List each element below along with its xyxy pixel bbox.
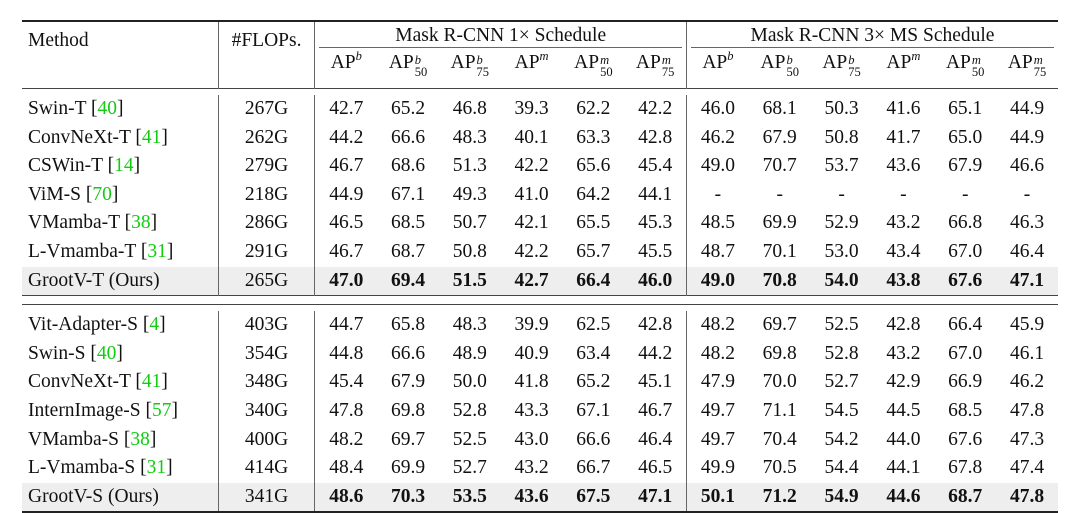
- value-cell: 43.6: [886, 155, 921, 177]
- value-cell: 44.8: [329, 342, 364, 364]
- value-cell: 47.3: [1009, 428, 1045, 450]
- method-cell: Swin-T [40]: [22, 95, 218, 124]
- value-cell: 54.5: [824, 399, 859, 421]
- value-cell: 43.6: [501, 483, 563, 513]
- value-cell: 43.4: [886, 240, 921, 262]
- value-cell: 42.2: [514, 155, 549, 177]
- value-cell: 47.8: [329, 399, 364, 421]
- value-cell: 44.2: [329, 126, 364, 148]
- value-cell: 46.0: [687, 95, 749, 124]
- method-cell: ViM-S [70]: [22, 181, 218, 210]
- value-cell: 40.1: [514, 126, 549, 148]
- table-row: [22, 181, 1058, 210]
- flops-cell: 348G: [218, 368, 315, 397]
- value-cell: 41.8: [514, 371, 549, 393]
- value-cell: 51.5: [439, 267, 501, 296]
- value-cell: 70.5: [762, 457, 797, 479]
- value-cell: 52.7: [452, 457, 487, 479]
- method-cell: L-Vmamba-S [31]: [22, 454, 218, 483]
- value-cell: 45.3: [638, 212, 673, 234]
- value-cell: 67.6: [934, 267, 996, 296]
- value-cell: 46.2: [687, 124, 749, 153]
- value-cell: 70.1: [762, 240, 797, 262]
- table-row: [22, 426, 1058, 455]
- citation-link[interactable]: 14: [114, 155, 134, 177]
- value-cell: 66.6: [576, 428, 611, 450]
- value-cell: 70.8: [749, 267, 811, 296]
- value-cell: 46.5: [329, 212, 364, 234]
- value-cell: -: [900, 183, 907, 205]
- value-cell: 69.8: [762, 342, 797, 364]
- flops-cell: 218G: [218, 181, 315, 210]
- value-cell: 68.7: [934, 483, 996, 513]
- value-cell: 41.6: [886, 98, 921, 119]
- table-row: [22, 267, 1058, 296]
- value-cell: 65.1: [948, 98, 983, 119]
- value-cell: 44.0: [886, 428, 921, 450]
- header-method: Method: [22, 21, 218, 89]
- metric-header: AP m 75: [635, 52, 675, 79]
- value-cell: 42.7: [329, 98, 364, 119]
- citation-link[interactable]: 41: [141, 371, 162, 393]
- value-cell: 43.2: [886, 342, 921, 364]
- value-cell: 52.7: [824, 371, 859, 393]
- value-cell: 62.5: [576, 314, 611, 336]
- table-row: [22, 454, 1058, 483]
- metric-header: AP b 50: [388, 52, 428, 79]
- value-cell: 49.3: [452, 183, 487, 205]
- value-cell: 66.4: [948, 314, 983, 336]
- value-cell: 68.5: [948, 399, 983, 421]
- metric-header: AP b 75: [450, 52, 490, 79]
- method-cell: GrootV-T (Ours): [22, 267, 218, 296]
- value-cell: 46.6: [1009, 155, 1045, 177]
- value-cell: 51.3: [452, 155, 487, 177]
- value-cell: 52.8: [452, 399, 487, 421]
- value-cell: 43.8: [872, 267, 934, 296]
- citation-link[interactable]: 31: [147, 240, 167, 262]
- method-cell: VMamba-S [38]: [22, 426, 218, 455]
- value-cell: 64.2: [576, 183, 611, 205]
- value-cell: 65.8: [390, 314, 426, 336]
- value-cell: 44.9: [1009, 98, 1045, 119]
- table-body: [22, 89, 1058, 513]
- flops-cell: 279G: [218, 152, 315, 181]
- value-cell: 45.1: [638, 371, 673, 393]
- value-cell: 47.9: [687, 368, 749, 397]
- value-cell: 49.7: [687, 426, 749, 455]
- method-cell: GrootV-S (Ours): [22, 483, 218, 513]
- value-cell: 65.2: [390, 98, 426, 119]
- value-cell: 45.5: [638, 240, 673, 262]
- metric-header: AP m 75: [1007, 52, 1047, 79]
- metric-header: $AP^m$: [514, 49, 549, 73]
- value-cell: 70.4: [762, 428, 797, 450]
- value-cell: 66.6: [390, 342, 426, 364]
- value-cell: 65.5: [576, 212, 611, 234]
- metric-header: $AP^m$: [886, 49, 921, 73]
- value-cell: 69.9: [390, 457, 426, 479]
- value-cell: 68.1: [762, 98, 797, 119]
- value-cell: 66.4: [562, 267, 624, 296]
- citation-link[interactable]: 57: [152, 399, 172, 421]
- value-cell: 68.5: [390, 212, 426, 234]
- citation-link[interactable]: 41: [141, 126, 162, 148]
- value-cell: -: [1023, 183, 1031, 205]
- value-cell: 42.8: [638, 126, 673, 148]
- results-table-container: [22, 20, 1058, 513]
- value-cell: 41.7: [886, 126, 921, 148]
- value-cell: 44.2: [638, 342, 673, 364]
- value-cell: 50.8: [452, 240, 487, 262]
- header-group-3x-label: Mask R-CNN 3× MS Schedule: [691, 25, 1054, 48]
- table-row: [22, 124, 1058, 153]
- value-cell: 46.4: [1009, 240, 1045, 262]
- flops-cell: 341G: [218, 483, 315, 513]
- table-row: [22, 311, 1058, 340]
- value-cell: 54.9: [811, 483, 873, 513]
- method-cell: Vit-Adapter-S [4]: [22, 311, 218, 340]
- value-cell: 67.5: [562, 483, 624, 513]
- value-cell: 43.0: [514, 428, 549, 450]
- citation-link[interactable]: 40: [97, 98, 118, 119]
- header-flops: #FLOPs.: [218, 21, 315, 89]
- value-cell: 66.8: [948, 212, 983, 234]
- value-cell: 48.3: [452, 126, 487, 148]
- value-cell: 44.6: [872, 483, 934, 513]
- value-cell: 43.3: [514, 399, 549, 421]
- group-separator: [22, 296, 1058, 305]
- value-cell: 67.9: [762, 126, 797, 148]
- value-cell: 50.7: [452, 212, 487, 234]
- value-cell: 47.4: [1009, 457, 1045, 479]
- value-cell: 46.1: [1009, 342, 1045, 364]
- table-row: [22, 397, 1058, 426]
- metric-header: AP b 75: [822, 52, 861, 79]
- value-cell: 42.9: [886, 371, 921, 393]
- value-cell: 47.8: [1009, 399, 1045, 421]
- header-group-1x-label: Mask R-CNN 1× Schedule: [319, 25, 682, 48]
- value-cell: 44.1: [886, 457, 921, 479]
- flops-cell: 265G: [218, 267, 315, 296]
- value-cell: 46.0: [624, 267, 686, 296]
- value-cell: -: [776, 183, 783, 205]
- method-cell: VMamba-T [38]: [22, 209, 218, 238]
- table-header: [22, 21, 1058, 89]
- value-cell: 49.9: [687, 454, 749, 483]
- value-cell: 44.1: [638, 183, 673, 205]
- value-cell: 63.3: [576, 126, 611, 148]
- value-cell: 39.3: [514, 98, 549, 119]
- value-cell: 66.9: [948, 371, 983, 393]
- value-cell: 45.4: [329, 371, 364, 393]
- table-row: [22, 368, 1058, 397]
- value-cell: 44.9: [1009, 126, 1045, 148]
- header-group-1x: [315, 21, 687, 50]
- value-cell: 54.4: [824, 457, 859, 479]
- method-cell: CSWin-T [14]: [22, 152, 218, 181]
- value-cell: 65.7: [576, 240, 611, 262]
- value-cell: 70.0: [762, 371, 797, 393]
- value-cell: 54.2: [824, 428, 859, 450]
- value-cell: 52.5: [452, 428, 487, 450]
- table-row: [22, 209, 1058, 238]
- value-cell: 50.3: [824, 98, 859, 119]
- value-cell: 46.7: [638, 399, 673, 421]
- value-cell: 68.6: [390, 155, 426, 177]
- value-cell: 68.7: [390, 240, 426, 262]
- value-cell: 70.3: [377, 483, 439, 513]
- value-cell: 49.7: [687, 397, 749, 426]
- table-row: [22, 152, 1058, 181]
- value-cell: 48.2: [687, 311, 749, 340]
- value-cell: 71.1: [762, 399, 797, 421]
- value-cell: 47.0: [315, 267, 377, 296]
- value-cell: 54.0: [811, 267, 873, 296]
- value-cell: 45.9: [1009, 314, 1045, 336]
- value-cell: 47.1: [996, 267, 1058, 296]
- metric-header: AP b 50: [760, 52, 799, 79]
- value-cell: 48.7: [687, 238, 749, 267]
- table-row: [22, 340, 1058, 369]
- value-cell: -: [687, 181, 749, 210]
- value-cell: 46.4: [638, 428, 673, 450]
- value-cell: 53.5: [439, 483, 501, 513]
- value-cell: 67.0: [948, 240, 983, 262]
- value-cell: 70.7: [762, 155, 797, 177]
- value-cell: 65.6: [576, 155, 611, 177]
- metric-header: $AP^b$: [330, 49, 362, 73]
- value-cell: 42.7: [501, 267, 563, 296]
- citation-link[interactable]: 40: [96, 342, 117, 364]
- citation-link[interactable]: 31: [146, 457, 167, 479]
- value-cell: 69.9: [762, 212, 797, 234]
- value-cell: 67.1: [576, 399, 611, 421]
- flops-cell: 403G: [218, 311, 315, 340]
- value-cell: 48.3: [452, 314, 487, 336]
- value-cell: 52.5: [824, 314, 859, 336]
- value-cell: 53.0: [824, 240, 859, 262]
- value-cell: 52.9: [824, 212, 859, 234]
- method-cell: ConvNeXt-T [41]: [22, 368, 218, 397]
- value-cell: 49.0: [687, 267, 749, 296]
- results-table: [22, 20, 1058, 513]
- value-cell: 66.7: [576, 457, 611, 479]
- method-cell: L-Vmamba-T [31]: [22, 238, 218, 267]
- value-cell: 44.7: [329, 314, 364, 336]
- value-cell: 48.2: [329, 428, 364, 450]
- value-cell: 43.2: [886, 212, 921, 234]
- value-cell: 69.4: [377, 267, 439, 296]
- value-cell: 69.7: [390, 428, 426, 450]
- value-cell: 47.8: [996, 483, 1058, 513]
- value-cell: 62.2: [576, 98, 611, 119]
- value-cell: 42.2: [514, 240, 549, 262]
- value-cell: 52.8: [824, 342, 859, 364]
- flops-cell: 354G: [218, 340, 315, 369]
- value-cell: 63.4: [576, 342, 611, 364]
- value-cell: 48.2: [687, 340, 749, 369]
- flops-cell: 262G: [218, 124, 315, 153]
- table-row: [22, 95, 1058, 124]
- value-cell: 48.6: [315, 483, 377, 513]
- table-row: [22, 483, 1058, 513]
- value-cell: 69.7: [762, 314, 797, 336]
- value-cell: 44.5: [886, 399, 921, 421]
- metric-header: AP m 50: [574, 52, 613, 79]
- flops-cell: 267G: [218, 95, 315, 124]
- value-cell: 40.9: [514, 342, 549, 364]
- citation-link[interactable]: 4: [149, 314, 160, 336]
- value-cell: 48.4: [329, 457, 364, 479]
- table-row: [22, 238, 1058, 267]
- value-cell: 46.7: [329, 240, 364, 262]
- value-cell: 67.9: [948, 155, 983, 177]
- value-cell: 53.7: [824, 155, 859, 177]
- flops-cell: 291G: [218, 238, 315, 267]
- value-cell: 69.8: [390, 399, 426, 421]
- flops-cell: 414G: [218, 454, 315, 483]
- metric-header: $AP^b$: [687, 50, 749, 89]
- value-cell: 50.8: [824, 126, 859, 148]
- value-cell: 67.9: [390, 371, 426, 393]
- value-cell: 49.0: [687, 152, 749, 181]
- value-cell: 67.1: [390, 183, 426, 205]
- value-cell: 46.5: [638, 457, 673, 479]
- method-cell: InternImage-S [57]: [22, 397, 218, 426]
- value-cell: 67.6: [948, 428, 983, 450]
- value-cell: 45.4: [638, 155, 673, 177]
- value-cell: 67.8: [948, 457, 983, 479]
- flops-cell: 286G: [218, 209, 315, 238]
- value-cell: 39.9: [514, 314, 549, 336]
- header-group-3x: [687, 21, 1058, 50]
- value-cell: 46.3: [1009, 212, 1045, 234]
- value-cell: 41.0: [514, 183, 549, 205]
- value-cell: -: [961, 183, 969, 205]
- method-cell: ConvNeXt-T [41]: [22, 124, 218, 153]
- value-cell: 48.9: [452, 342, 487, 364]
- flops-cell: 400G: [218, 426, 315, 455]
- value-cell: 50.0: [452, 371, 487, 393]
- value-cell: -: [838, 183, 845, 205]
- metric-header: AP m 50: [945, 52, 985, 79]
- value-cell: 65.0: [948, 126, 983, 148]
- value-cell: 42.8: [638, 314, 673, 336]
- value-cell: 46.2: [1009, 371, 1045, 393]
- value-cell: 46.7: [329, 155, 364, 177]
- citation-link[interactable]: 70: [92, 183, 112, 205]
- flops-cell: 340G: [218, 397, 315, 426]
- citation-link[interactable]: 38: [130, 428, 150, 450]
- citation-link[interactable]: 38: [131, 212, 151, 234]
- value-cell: 46.8: [452, 98, 487, 119]
- value-cell: 71.2: [749, 483, 811, 513]
- value-cell: 42.8: [886, 314, 921, 336]
- value-cell: 44.9: [329, 183, 364, 205]
- value-cell: 48.5: [687, 209, 749, 238]
- value-cell: 67.0: [948, 342, 983, 364]
- value-cell: 50.1: [687, 483, 749, 513]
- value-cell: 42.1: [514, 212, 549, 234]
- value-cell: 66.6: [390, 126, 426, 148]
- method-cell: Swin-S [40]: [22, 340, 218, 369]
- value-cell: 47.1: [624, 483, 686, 513]
- value-cell: 43.2: [514, 457, 549, 479]
- value-cell: 65.2: [576, 371, 611, 393]
- value-cell: 42.2: [638, 98, 673, 119]
